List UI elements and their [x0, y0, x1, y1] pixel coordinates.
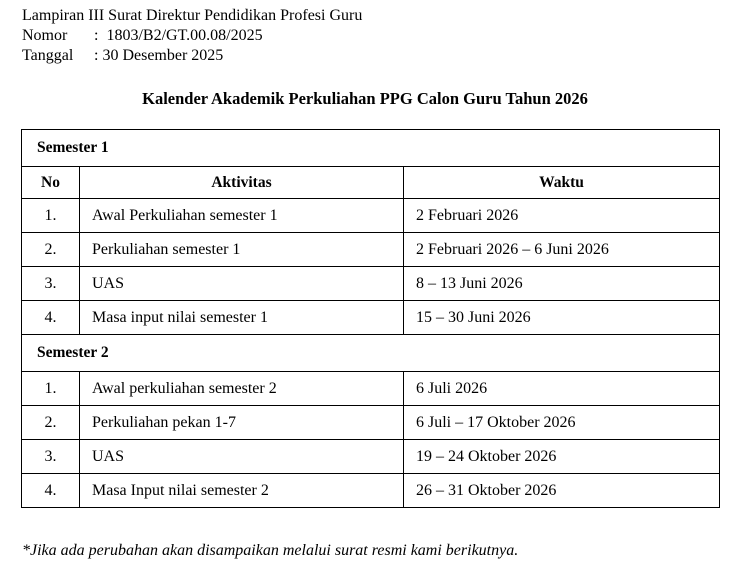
row-time: 26 – 31 Oktober 2026: [404, 474, 720, 508]
row-activity: Perkuliahan pekan 1-7: [80, 406, 404, 440]
attachment-line: Lampiran III Surat Direktur Pendidikan Profesi Guru: [22, 7, 363, 24]
column-header-no: No: [22, 167, 80, 199]
column-header-activity: Aktivitas: [80, 167, 404, 199]
table-row: [22, 199, 720, 233]
letter-header: [22, 6, 362, 66]
table-row: [22, 301, 720, 335]
table-row: [22, 440, 720, 474]
table-row: [22, 233, 720, 267]
row-time: 2 Februari 2026: [404, 199, 720, 233]
row-activity: UAS: [80, 440, 404, 474]
row-number: 3.: [22, 267, 80, 301]
row-number: 4.: [22, 474, 80, 508]
row-time: 2 Februari 2026 – 6 Juni 2026: [404, 233, 720, 267]
row-activity: Awal perkuliahan semester 2: [80, 372, 404, 406]
column-header-time: Waktu: [404, 167, 720, 199]
row-time: 6 Juli 2026: [404, 372, 720, 406]
tanggal-line: [22, 46, 362, 66]
semester-row: [22, 130, 720, 167]
table-header-row: [22, 167, 720, 199]
row-number: 1.: [22, 372, 80, 406]
row-number: 4.: [22, 301, 80, 335]
row-time: 19 – 24 Oktober 2026: [404, 440, 720, 474]
row-activity: Masa input nilai semester 1: [80, 301, 404, 335]
row-time: 15 – 30 Juni 2026: [404, 301, 720, 335]
row-number: 2.: [22, 406, 80, 440]
table-row: [22, 474, 720, 508]
semester-row: [22, 335, 720, 372]
table-row: [22, 372, 720, 406]
footnote: *Jika ada perubahan akan disampaikan melalui surat resmi kami berikutnya.: [22, 542, 519, 559]
table-row: [22, 406, 720, 440]
table-row: [22, 267, 720, 301]
document-title: Kalender Akademik Perkuliahan PPG Calon Guru Tahun 2026: [142, 89, 588, 108]
row-time: 8 – 13 Juni 2026: [404, 267, 720, 301]
semester-label: Semester 1: [22, 130, 720, 167]
semester-label: Semester 2: [22, 335, 720, 372]
academic-calendar-table: [21, 129, 720, 508]
row-number: 3.: [22, 440, 80, 474]
row-activity: Perkuliahan semester 1: [80, 233, 404, 267]
row-activity: UAS: [80, 267, 404, 301]
nomor-line: [22, 26, 362, 46]
nomor-label: Nomor: [22, 27, 68, 44]
row-number: 2.: [22, 233, 80, 267]
row-number: 1.: [22, 199, 80, 233]
row-activity: Masa Input nilai semester 2: [80, 474, 404, 508]
tanggal-value: : 30 Desember 2025: [94, 47, 224, 64]
row-time: 6 Juli – 17 Oktober 2026: [404, 406, 720, 440]
tanggal-label: Tanggal: [22, 47, 74, 64]
nomor-value: : 1803/B2/GT.00.08/2025: [94, 27, 263, 44]
row-activity: Awal Perkuliahan semester 1: [80, 199, 404, 233]
